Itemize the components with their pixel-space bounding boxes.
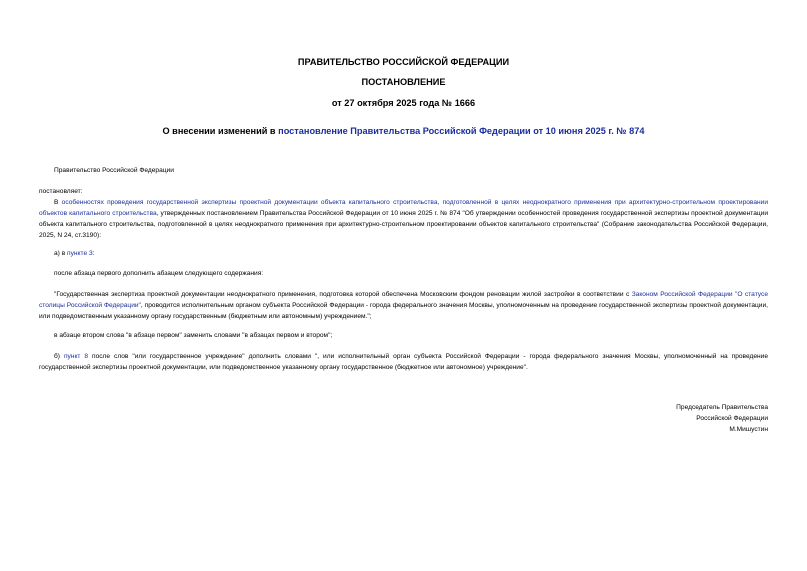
signature-name: М.Мишустин (729, 426, 768, 434)
signature-block (676, 402, 768, 436)
government-heading: ПРАВИТЕЛЬСТВО РОССИЙСКОЙ ФЕДЕРАЦИИ (297, 57, 510, 67)
resolves-text: постановляет: (39, 188, 83, 195)
features-link[interactable]: особенностях проведения государственной экспертизы проектной документации объекта капитального строительства, подготовленной в целях неоднократного применения при архитектурно-строительном проектировании объектов капитального строительства (39, 199, 769, 217)
point-3-link[interactable]: пункте 3 (67, 250, 93, 257)
signature-position: Председатель Правительства (676, 404, 768, 411)
document-type-heading: ПОСТАНОВЛЕНИЕ (361, 77, 446, 87)
title-link[interactable]: постановление Правительства Российской Федерации от 10 июня 2025 г. № 874 (278, 126, 645, 136)
item-b: б) пункт 8 после слов "или государственное учреждение" дополнить словами ", или исполнительный орган субъекта Российской Федерации - города федерального значения Москвы, уполномоченный на проведение государственной экспертизы проектной документации, или подведомственное указанному органу государственное (бюджетное или автономное) учреждение". (39, 353, 768, 371)
paragraph-1: В особенностях проведения государственной экспертизы проектной документации объекта капитального строительства, подготовленной в целях неоднократного применения при архитектурно-строительном проектировании объектов капитального строительства, утвержденных постановлением Правительства Российской Федерации от 10 июня 2025 г. № 874 "Об утверждении особенностей проведения государственной экспертизы проектной документации объекта капитального строительства, подготовленной в целях неоднократного применения при архитектурно-строительном проектировании объектов капитального строительства" (Собрание законодательства Российской Федерации, 2025, N 24, ст.3190): (39, 199, 769, 239)
issuer-text: Правительство Российской Федерации (54, 167, 174, 174)
point-8-link[interactable]: пункт 8 (63, 353, 89, 360)
title-prefix: О внесении изменений в (162, 126, 279, 136)
document-title (0, 126, 807, 136)
signature-organization: Российской Федерации (696, 415, 768, 423)
date-number-heading: от 27 октября 2025 года № 1666 (331, 98, 476, 108)
after-first-text: после абзаца первого дополнить абзацем следующего содержания: (54, 270, 264, 277)
capital-law-link[interactable]: Законом Российской Федерации "О статусе столицы Российской Федерации" (39, 291, 768, 309)
second-paragraph-text: в абзаце втором слова "в абзаце первом" заменить словами "в абзацах первом и втором"; (54, 332, 333, 339)
item-a: а) в пункте 3: (54, 250, 95, 257)
quoted-paragraph: "Государственная экспертиза проектной документации неоднократного применения, подготовка которой обеспечена Московским фондом реновации жилой застройки в соответствии с Законом Российской Федерации "О статусе столицы Российской Федерации", проводится исполнительным органом субъекта Российской Федерации - города федерального значения Москвы, уполномоченным на проведение государственной экспертизы проектной документации, или подведомственным указанному органу государственным (бюджетным или автономным) учреждением."; (39, 291, 769, 320)
